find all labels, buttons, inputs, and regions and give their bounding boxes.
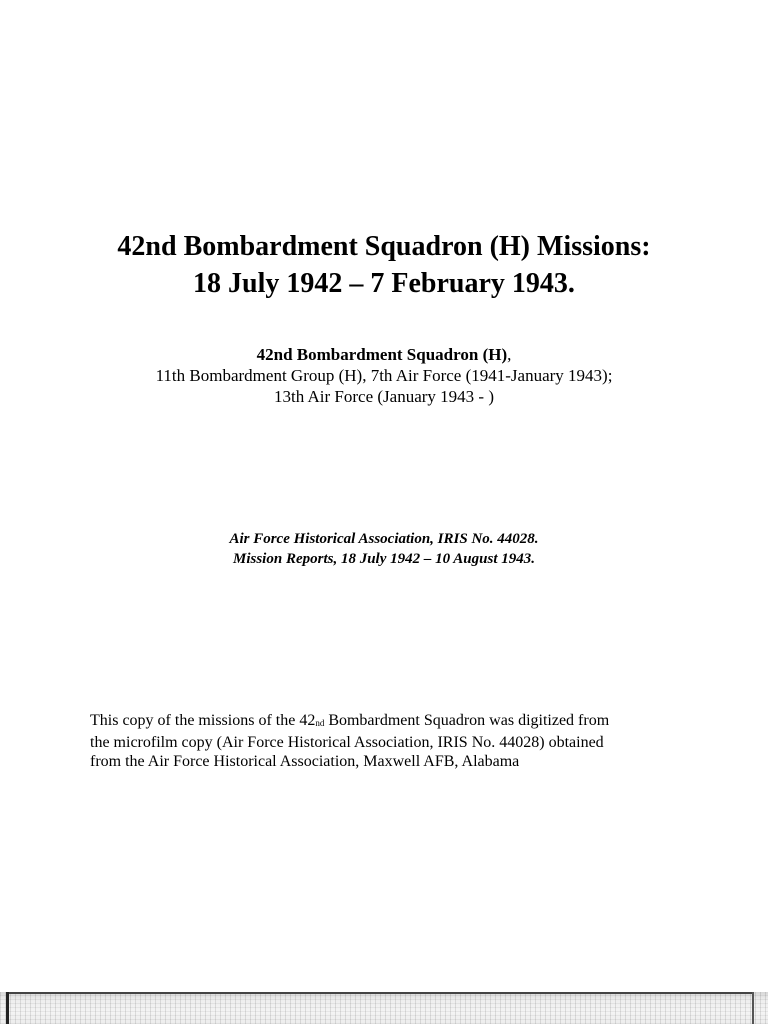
scan-edge-left [6,992,9,1024]
note-line-1-before: This copy of the missions of the 42 [90,712,316,729]
note-line-1 [90,711,690,733]
source-citation [0,529,768,569]
unit-name: 42nd Bombardment Squadron (H) [256,345,508,364]
document-title [0,228,768,302]
note-line-1-after: Bombardment Squadron was digitized from [324,712,610,729]
unit-group-line: 11th Bombardment Group (H), 7th Air Force (1941-January 1943); [155,366,613,385]
digitization-note [90,711,690,771]
scan-edge-right [752,992,754,1024]
unit-air-force-line: 13th Air Force (January 1943 - ) [273,387,494,406]
scan-edge-top [6,992,754,994]
unit-name-suffix: , [507,345,512,364]
note-ordinal-suffix: nd [315,718,325,728]
title-line-1: 42nd Bombardment Squadron (H) Missions: [117,231,651,262]
unit-designation [0,344,768,407]
title-line-2: 18 July 1942 – 7 February 1943. [193,268,575,299]
scan-artifact-strip [0,992,768,1024]
unit-name-line [0,344,768,365]
source-line-2: Mission Reports, 18 July 1942 – 10 August 1943. [233,551,535,567]
note-line-2: the microfilm copy (Air Force Historical Association, IRIS No. 44028) obtained [90,734,604,751]
note-line-3: from the Air Force Historical Association, Maxwell AFB, Alabama [90,753,520,770]
source-line-1: Air Force Historical Association, IRIS No. 44028. [229,531,539,547]
